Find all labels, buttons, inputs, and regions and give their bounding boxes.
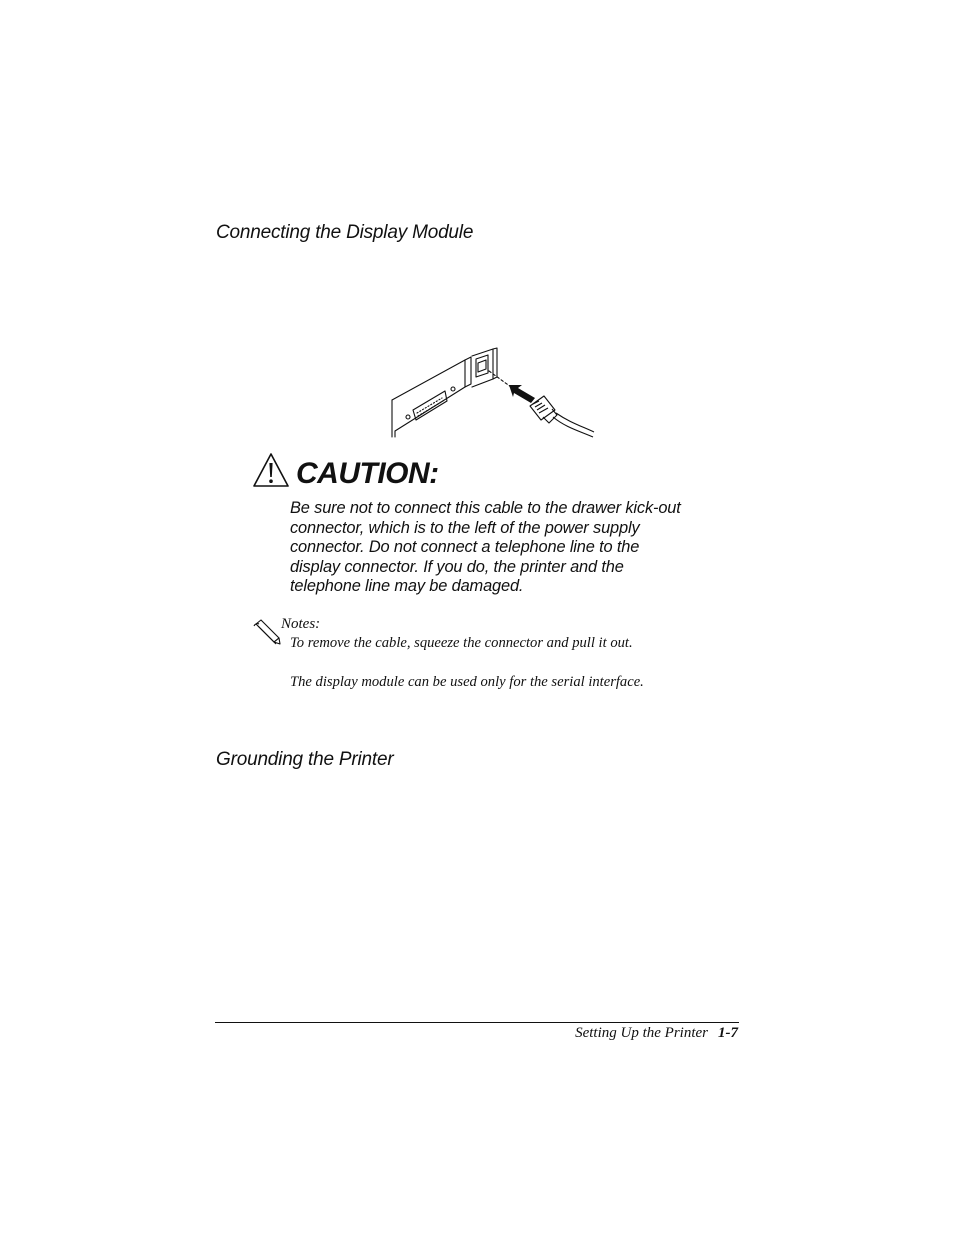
footer-divider (215, 1022, 739, 1023)
caution-text (290, 499, 750, 597)
section-heading-grounding: Grounding the Printer (216, 749, 394, 770)
caution-line: Be sure not to connect this cable to the drawer kick-out (290, 499, 681, 517)
footer-chapter-title: Setting Up the Printer (575, 1025, 708, 1041)
display-connector-illustration (389, 347, 595, 439)
caution-line: telephone line may be damaged. (290, 577, 524, 596)
caution-line: display connector. If you do, the printer and the (290, 557, 624, 576)
page-footer (575, 1025, 738, 1042)
caution-line: connector, which is to the left of the power supply (290, 518, 640, 537)
caution-title: CAUTION: (296, 457, 439, 490)
section-heading-display-module: Connecting the Display Module (216, 222, 474, 243)
footer-page-number: 1-7 (718, 1025, 738, 1041)
note-item: To remove the cable, squeeze the connector and pull it out. (290, 635, 633, 651)
caution-line: connector. Do not connect a telephone line to the (290, 538, 640, 557)
warning-triangle-icon (252, 452, 290, 488)
pencil-note-icon (252, 618, 282, 648)
note-item: The display module can be used only for the serial interface. (290, 674, 644, 690)
notes-title: Notes: (281, 616, 321, 632)
